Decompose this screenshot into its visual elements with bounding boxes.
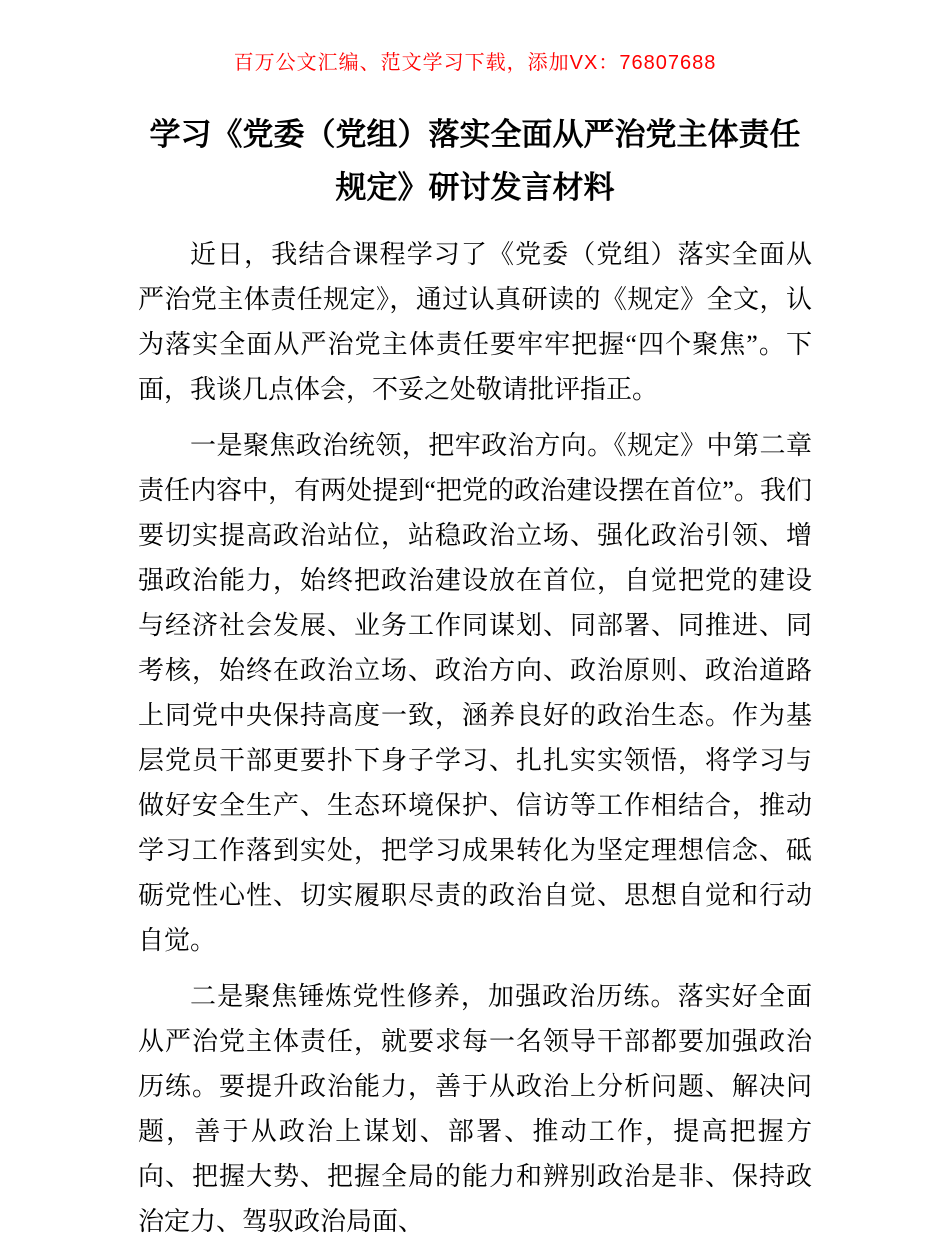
paragraph-intro: 近日，我结合课程学习了《党委（党组）落实全面从严治党主体责任规定》，通过认真研读的《规定》全文，认为落实全面从严治党主体责任要牢牢把握“四个聚焦”。下面，我谈几点体会，不妥之处敬请批评指正。 [138, 240, 812, 404]
document-title: 学习《党委（党组）落实全面从严治党主体责任规定》研讨发言材料 [149, 117, 801, 205]
promo-watermark-text: 百万公文汇编、范文学习下载，添加VX：76807688 [233, 52, 717, 74]
paragraph-point-two: 二是聚焦锤炼党性修养，加强政治历练。落实好全面从严治党主体责任，就要求每一名领导干部都要加强政治历练。要提升政治能力，善于从政治上分析问题、解决问题，善于从政治上谋划、部署、推动工作，提高把握方向、把握大势、把握全局的能力和辨别政治是非、保持政治定力、驾驭政治局面、 [138, 982, 812, 1236]
document-body [138, 232, 812, 1244]
paragraph-point-one: 一是聚焦政治统领，把牢政治方向。《规定》中第二章责任内容中，有两处提到“把党的政治建设摆在首位”。我们要切实提高政治站位，站稳政治立场、强化政治引领、增强政治能力，始终把政治建设放在首位，自觉把党的建设与经济社会发展、业务工作同谋划、同部署、同推进、同考核，始终在政治立场、政治方向、政治原则、政治道路上同党中央保持高度一致，涵养良好的政治生态。作为基层党员干部更要扑下身子学习、扎扎实实领悟，将学习与做好安全生产、生态环境保护、信访等工作相结合，推动学习工作落到实处，把学习成果转化为坚定理想信念、砥砺党性心性、切实履职尽责的政治自觉、思想自觉和行动自觉。 [138, 431, 812, 955]
